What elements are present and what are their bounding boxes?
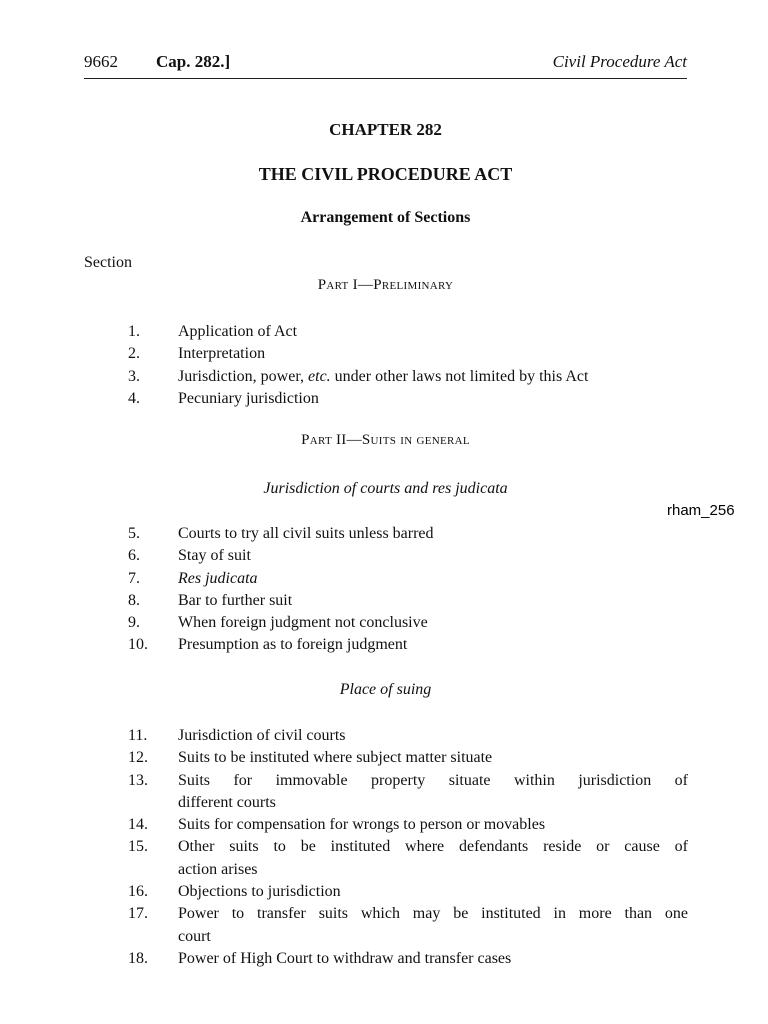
list-item [128, 343, 688, 365]
running-header [84, 52, 687, 79]
list-item [128, 634, 688, 656]
act-title: THE CIVIL PROCEDURE ACT [258, 164, 513, 184]
section-number: 16. [128, 883, 148, 901]
list-item [128, 747, 688, 769]
section-number: 13. [128, 771, 148, 789]
section-title: When foreign judgment not conclusive [178, 614, 428, 632]
section-number: 18. [128, 949, 148, 967]
subgroup-heading-place-of-suing: Place of suing [339, 681, 432, 698]
section-title: Other suits to be instituted where defendants reside or cause of action arises [178, 838, 688, 878]
watermark-label: rham_256 [667, 502, 735, 519]
section-number: 2. [128, 345, 140, 363]
section-number: 4. [128, 389, 140, 407]
list-item [128, 814, 688, 836]
section-number: 15. [128, 838, 148, 856]
list-item [128, 881, 688, 903]
list-item [128, 388, 688, 410]
list-item [128, 366, 688, 388]
list-item [128, 590, 688, 612]
section-title: Res judicata [178, 569, 258, 587]
list-item [128, 545, 688, 567]
subgroup-heading-jurisdiction: Jurisdiction of courts and res judicata [263, 480, 508, 497]
section-number: 9. [128, 614, 140, 632]
section-title: Pecuniary jurisdiction [178, 389, 319, 407]
section-title: Objections to jurisdiction [178, 883, 341, 901]
section-title: Bar to further suit [178, 591, 293, 609]
section-title: Suits to be instituted where subject matter situate [178, 749, 493, 767]
chapter-reference: Cap. 282.] [156, 52, 231, 71]
chapter-heading: CHAPTER 282 [329, 120, 442, 139]
list-item [128, 523, 688, 545]
section-title: Power to transfer suits which may be instituted in more than one court [178, 905, 688, 945]
list-item [128, 725, 688, 747]
part-1-section-list [128, 321, 688, 410]
section-number: 8. [128, 591, 140, 609]
list-item [128, 836, 688, 881]
place-of-suing-section-list [128, 725, 688, 970]
section-number: 10. [128, 636, 148, 654]
list-item [128, 770, 688, 815]
part-1-heading: Part I—Preliminary [317, 277, 454, 293]
section-title: Jurisdiction of civil courts [178, 727, 346, 744]
section-number: 3. [128, 367, 140, 385]
section-number: 12. [128, 749, 148, 767]
arrangement-heading: Arrangement of Sections [300, 209, 471, 226]
jurisdiction-section-list [128, 523, 688, 657]
section-number: 17. [128, 905, 148, 923]
section-title: Interpretation [178, 345, 266, 363]
list-item [128, 903, 688, 948]
list-item [128, 568, 688, 590]
section-column-label: Section [84, 254, 132, 271]
list-item [128, 612, 688, 634]
running-title: Civil Procedure Act [552, 52, 687, 71]
section-title: Suits for compensation for wrongs to person or movables [178, 816, 546, 834]
section-title: Presumption as to foreign judgment [178, 636, 408, 654]
section-number: 6. [128, 547, 140, 565]
list-item [128, 321, 688, 343]
section-number: 5. [128, 525, 140, 542]
part-2-heading: Part II—Suits in general [301, 432, 470, 448]
section-number: 1. [128, 323, 140, 340]
section-number: 14. [128, 816, 148, 834]
section-number: 7. [128, 569, 140, 587]
page-number: 9662 [84, 52, 118, 71]
section-title: Courts to try all civil suits unless barred [178, 525, 434, 542]
section-title: Suits for immovable property situate within jurisdiction of different courts [178, 771, 688, 811]
section-title: Stay of suit [178, 547, 251, 565]
list-item [128, 948, 688, 970]
section-title: Power of High Court to withdraw and transfer cases [178, 949, 512, 967]
section-title: Application of Act [178, 323, 298, 340]
section-number: 11. [128, 727, 148, 744]
section-title: Jurisdiction, power, etc. under other laws not limited by this Act [178, 367, 589, 385]
